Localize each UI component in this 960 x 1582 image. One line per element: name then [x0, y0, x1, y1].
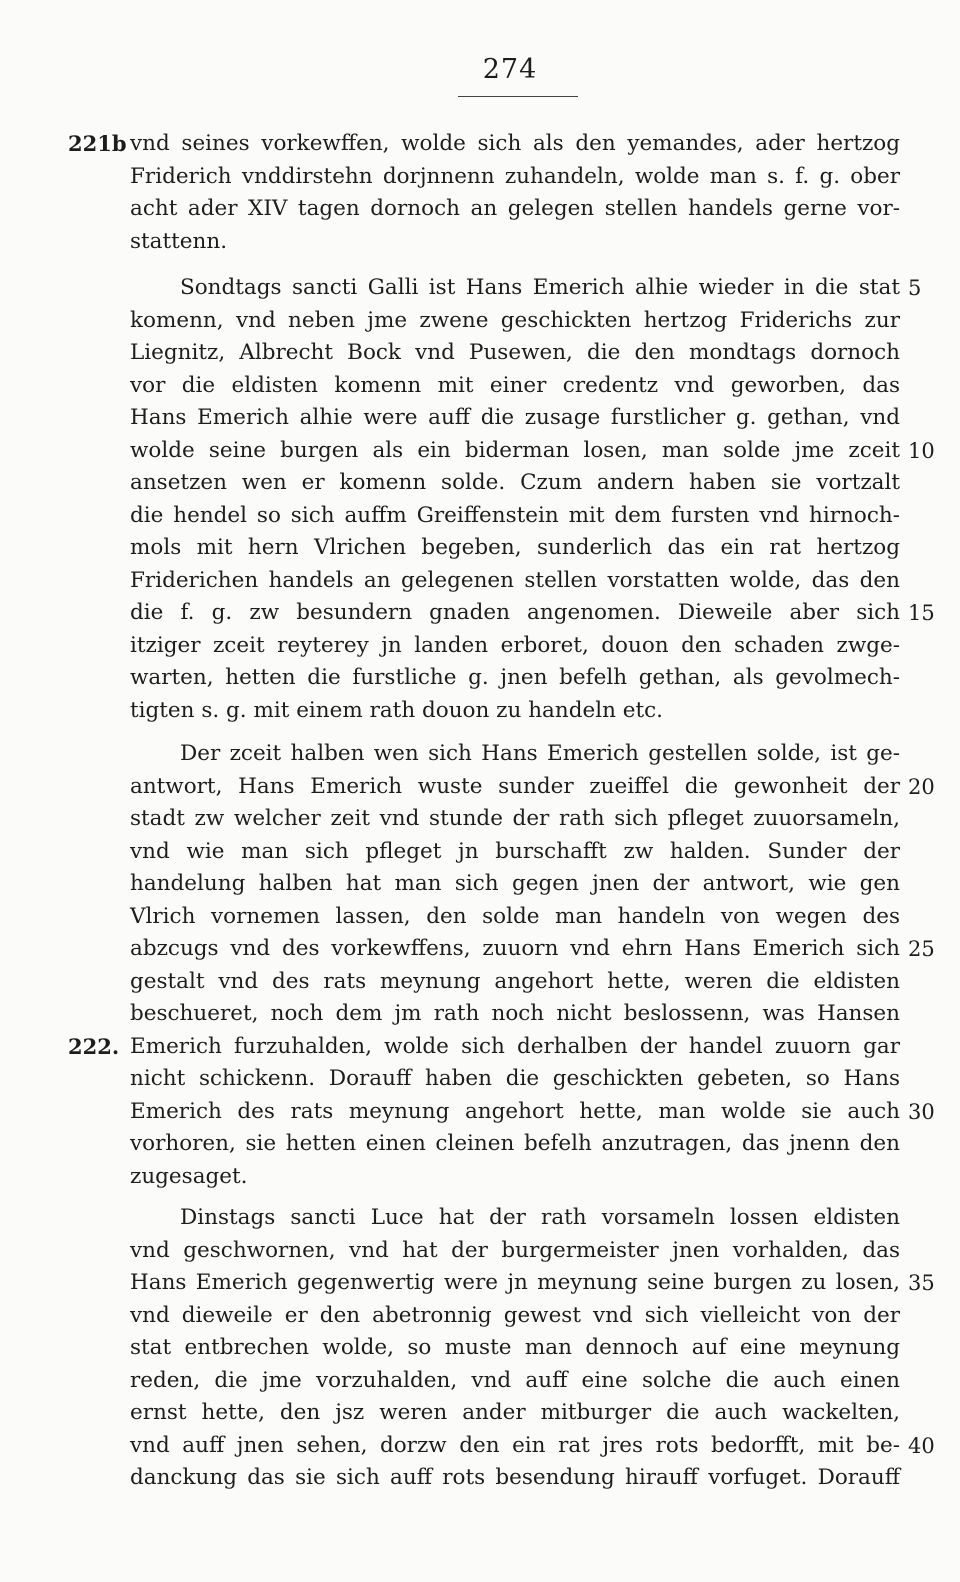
line-text: Emerich des rats meynung angehort hette, man wolde sie auch: [130, 1098, 900, 1124]
text-line: [130, 803, 900, 836]
line-text: tigten s. g. mit einem rath douon zu handeln etc.: [130, 697, 663, 723]
line-number: 20: [908, 774, 935, 799]
line-text: Hans Emerich gegenwertig were jn meynung seine burgen zu losen,: [130, 1270, 900, 1295]
text-line: [130, 662, 900, 695]
text-line: [130, 1462, 900, 1495]
text-line: [130, 1397, 900, 1430]
text-line: [68, 1031, 900, 1064]
line-text: vorhoren, sie hetten einen cleinen befelh anzutragen, das jnenn den: [130, 1131, 900, 1156]
text-line: [130, 193, 900, 226]
text-line: [130, 467, 900, 500]
text-line: [130, 532, 900, 565]
line-text: Friderichen handels an gelegenen stellen vorstatten wolde, das den: [130, 567, 900, 593]
line-text: reden, die jme vorzuhalden, vnd auff eine solche die auch einen: [130, 1367, 900, 1393]
line-number: 15: [908, 601, 935, 625]
folio-marker: 222.: [68, 1033, 120, 1059]
text-line: [130, 1161, 900, 1194]
text-line: [130, 1063, 900, 1096]
line-text: abzcugs vnd des vorkewffens, zuuorn vnd ehrn Hans Emerich sich: [130, 936, 900, 961]
line-text: wolde seine burgen als ein biderman losen, man solde jme zceit: [130, 437, 900, 463]
line-text: vnd auff jnen sehen, dorzw den ein rat jres rots bedorfft, mit be-: [130, 1432, 900, 1458]
line-text: acht ader XIV tagen dornoch an gelegen stellen handels gerne vor-: [130, 196, 900, 221]
line-text: die f. g. zw besundern gnaden angenomen. Dieweile aber sich: [130, 600, 900, 625]
text-line: [130, 597, 935, 630]
text-line: [130, 565, 900, 598]
text-line: [130, 370, 900, 403]
line-text: komenn, vnd neben jme zwene geschickten hertzog Friderichs zur: [130, 307, 900, 333]
line-text: danckung das sie sich auff rots besendung hirauff vorfuget. Dorauff: [130, 1465, 900, 1490]
text-line: [130, 695, 900, 728]
line-text: Vlrich vornemen lassen, den solde man handeln von wegen des: [130, 903, 900, 929]
text-line: [68, 128, 900, 161]
text-line: [130, 630, 900, 663]
folio-marker: 221b: [68, 131, 127, 156]
text-line: [130, 1332, 900, 1365]
text-line: [130, 1300, 900, 1333]
text-line: [130, 1430, 935, 1463]
paragraph: [130, 1202, 935, 1495]
line-text: itziger zceit reyterey jn landen erboret, douon den schaden zwge-: [130, 632, 900, 658]
line-text: beschueret, noch dem jm rath noch nicht beslossenn, was Hansen: [130, 1001, 900, 1026]
paragraph: [68, 738, 935, 1193]
text-line: [130, 435, 935, 468]
line-text: vor die eldisten komenn mit einer credentz vnd geworben, das: [130, 372, 900, 398]
paragraph: [68, 128, 900, 258]
text-line: [130, 226, 900, 259]
line-text: vnd geschwornen, vnd hat der burgermeister jnen vorhalden, das: [130, 1237, 900, 1263]
line-text: zugesaget.: [130, 1163, 248, 1189]
text-line: [130, 1128, 900, 1161]
page-number: 274: [482, 54, 538, 85]
page-number-rule: [458, 96, 578, 97]
text-line: [130, 933, 935, 966]
text-line: [130, 500, 900, 533]
line-number: 10: [908, 438, 935, 463]
line-text: Hans Emerich alhie were auff die zusage furstlicher g. gethan, vnd: [130, 405, 900, 430]
text-line: [130, 272, 922, 305]
line-text: die hendel so sich auffm Greiffenstein mit dem fursten vnd hirnoch-: [130, 502, 900, 528]
text-line: [130, 1096, 935, 1129]
line-number: 40: [908, 1433, 935, 1458]
line-text: Sondtags sancti Galli ist Hans Emerich alhie wieder in die stat: [180, 275, 900, 300]
line-number: 25: [908, 937, 935, 961]
text-line: [130, 998, 900, 1031]
line-text: ansetzen wen er komenn solde. Czum andern haben sie vortzalt: [130, 470, 900, 495]
line-text: handelung halben hat man sich gegen jnen der antwort, wie gen: [130, 871, 900, 896]
text-line: [130, 771, 935, 804]
text-line: [130, 1365, 900, 1398]
text-line: [130, 1267, 935, 1300]
line-text: Der zceit halben wen sich Hans Emerich gestellen solde, ist ge-: [180, 741, 900, 766]
line-number: 5: [908, 276, 922, 300]
line-text: gestalt vnd des rats meynung angehort hette, weren die eldisten: [130, 968, 900, 994]
line-text: vnd seines vorkewffen, wolde sich als den yemandes, ader hertzog: [130, 131, 900, 156]
line-number: 35: [908, 1271, 935, 1295]
text-line: [130, 161, 900, 194]
line-text: vnd dieweile er den abetronnig gewest vnd sich vielleicht von der: [130, 1302, 900, 1328]
text-line: [130, 337, 900, 370]
text-line: [130, 402, 900, 435]
line-number: 30: [908, 1099, 935, 1124]
line-text: Liegnitz, Albrecht Bock vnd Pusewen, die den mondtags dornoch: [130, 340, 900, 365]
text-line: [130, 868, 900, 901]
line-text: warten, hetten die furstliche g. jnen befelh gethan, als gevolmech-: [130, 665, 900, 690]
line-text: stadt zw welcher zeit vnd stunde der rath sich pfleget zuuorsameln,: [130, 806, 900, 831]
line-text: Dinstags sancti Luce hat der rath vorsameln lossen eldisten: [180, 1205, 900, 1230]
line-text: antwort, Hans Emerich wuste sunder zueiffel die gewonheit der: [130, 773, 900, 799]
paragraph: [130, 272, 935, 727]
text-line: [130, 901, 900, 934]
text-line: [130, 1202, 900, 1235]
line-text: vnd wie man sich pfleget jn burschafft zw halden. Sunder der: [130, 838, 900, 864]
line-text: mols mit hern Vlrichen begeben, sunderlich das ein rat hertzog: [130, 535, 900, 560]
line-text: ernst hette, den jsz weren ander mitburger die auch wackelten,: [130, 1400, 900, 1425]
line-text: nicht schickenn. Dorauff haben die geschickten gebeten, so Hans: [130, 1066, 900, 1091]
text-line: [130, 305, 900, 338]
line-text: stat entbrechen wolde, so muste man dennoch auf eine meynung: [130, 1335, 900, 1360]
line-text: stattenn.: [130, 228, 228, 254]
line-text: Emerich furzuhalden, wolde sich derhalben der handel zuuorn gar: [130, 1033, 900, 1059]
text-line: [130, 1235, 900, 1268]
text-line: [130, 836, 900, 869]
text-line: [130, 738, 900, 771]
text-line: [130, 966, 900, 999]
line-text: Friderich vnddirstehn dorjnnenn zuhandeln, wolde man s. f. g. ober: [130, 163, 900, 189]
